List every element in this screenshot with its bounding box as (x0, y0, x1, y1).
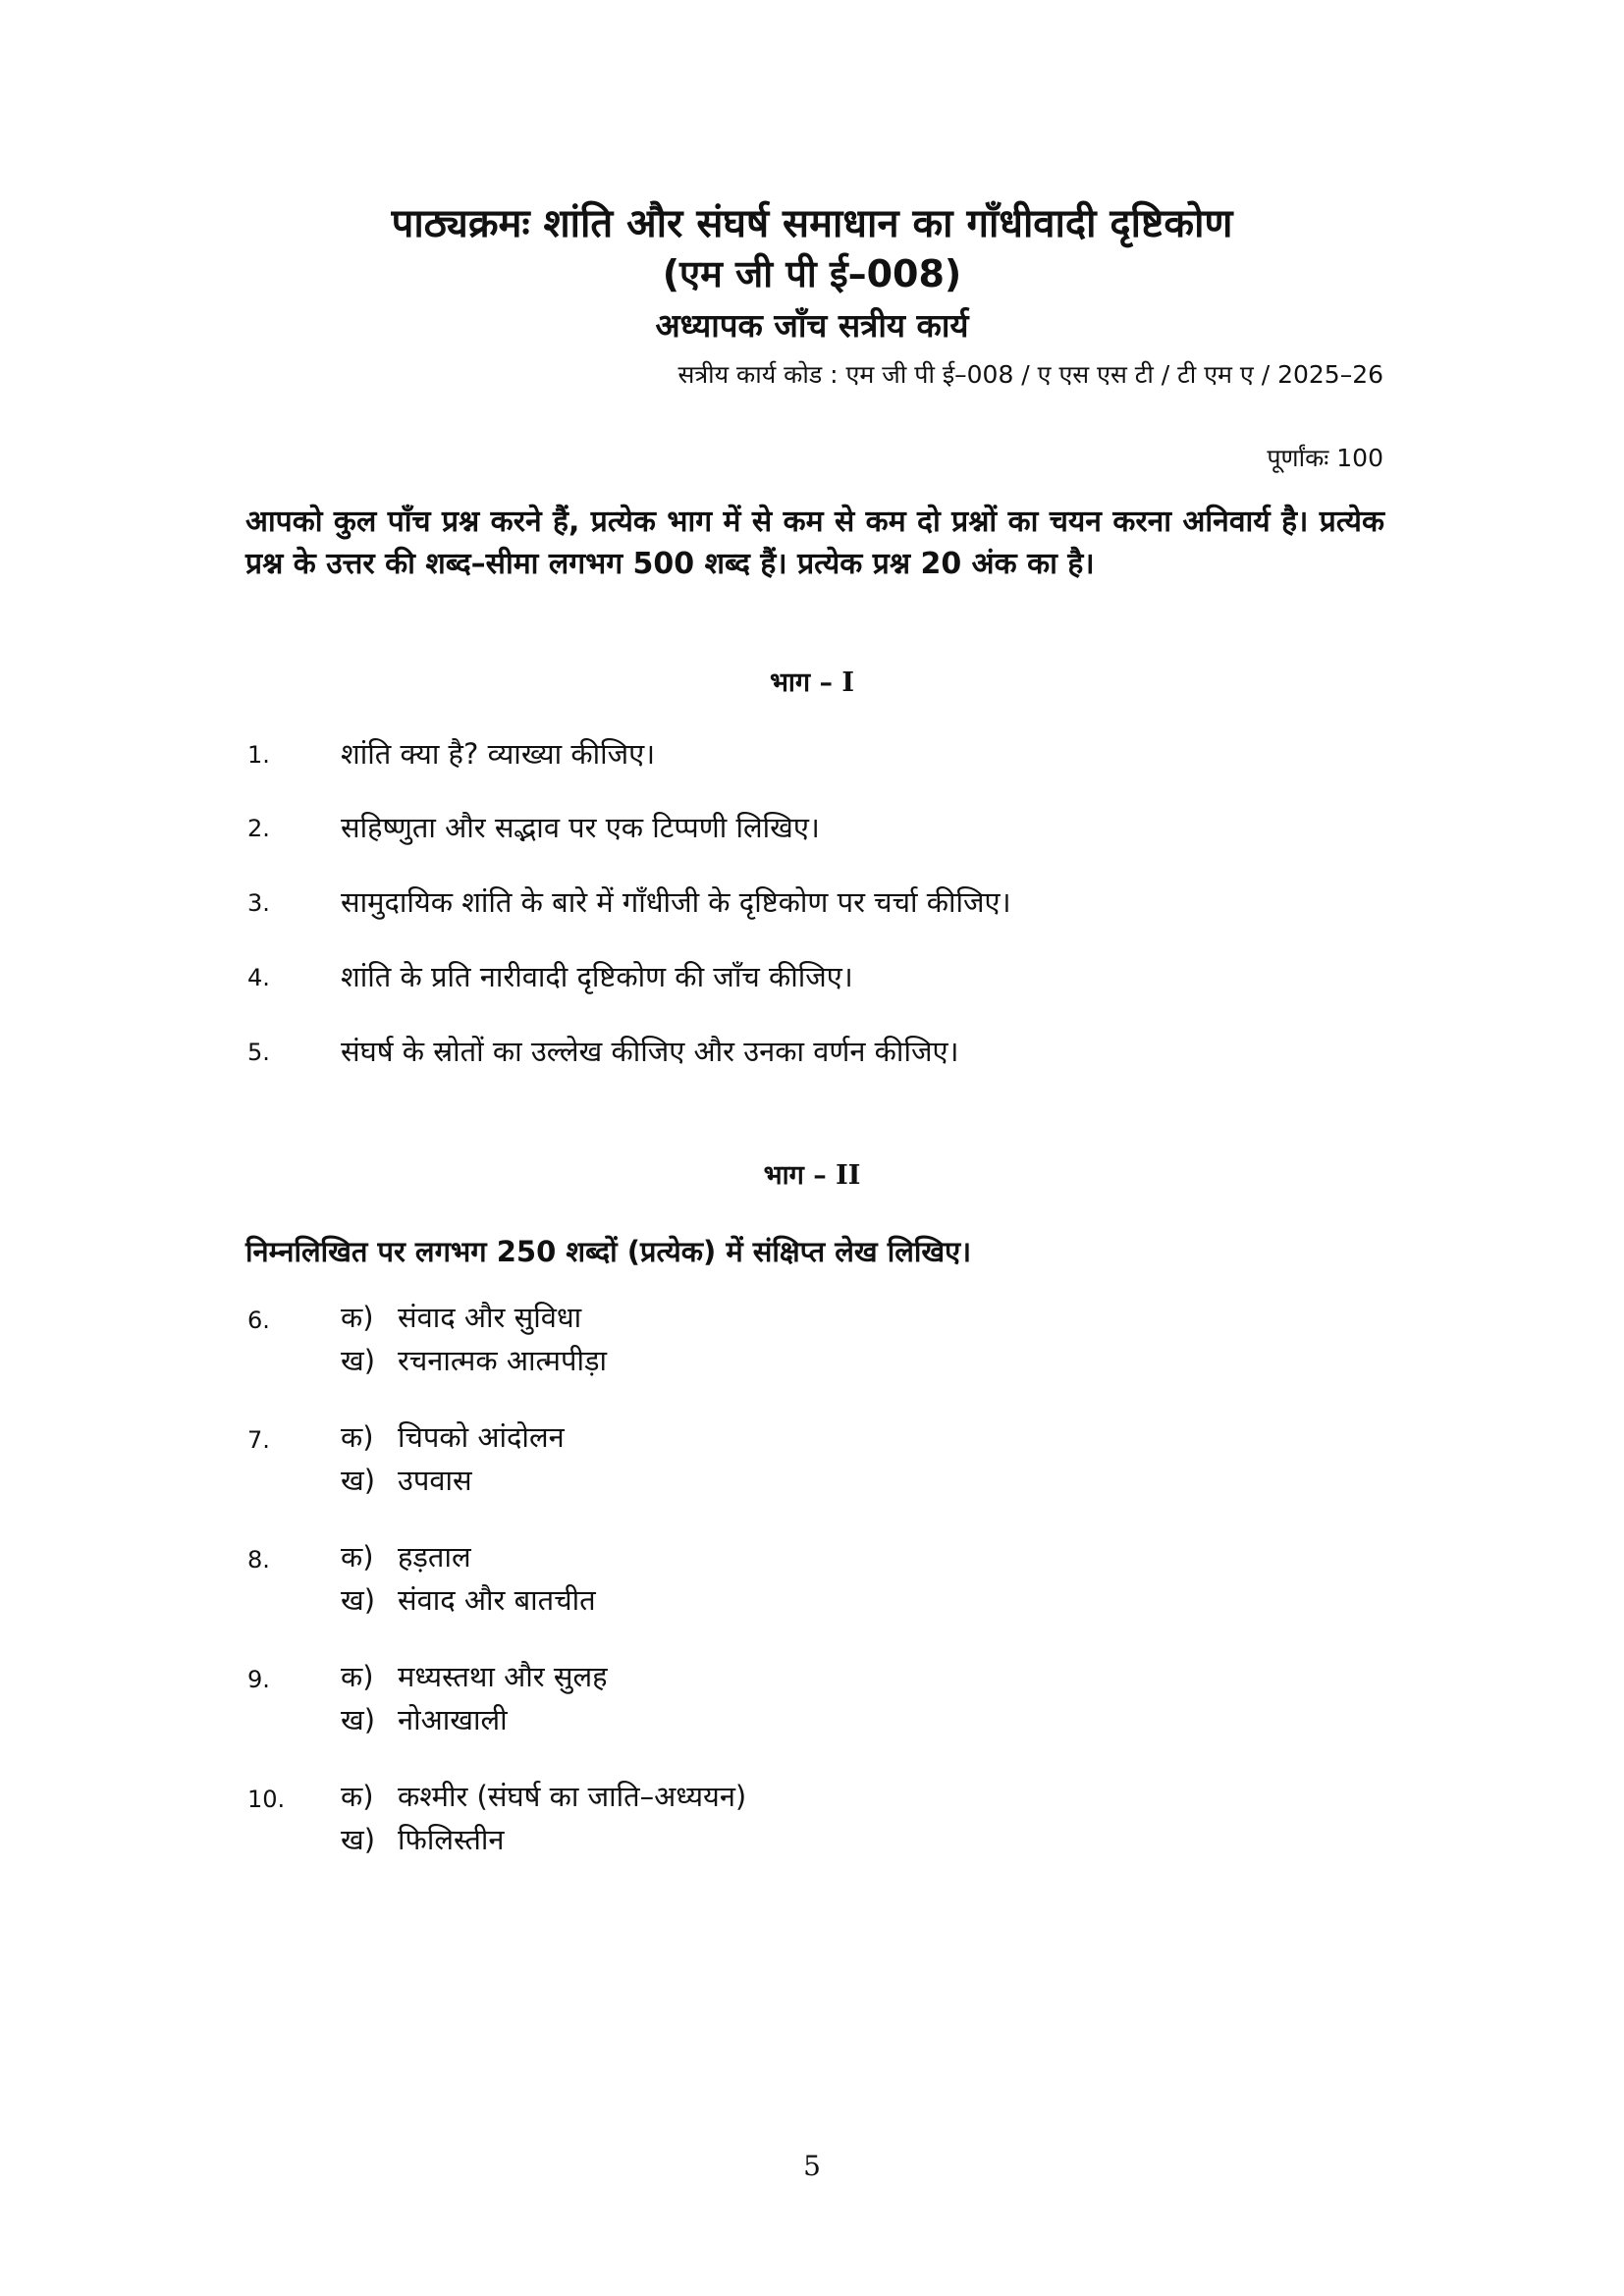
option-b (341, 1820, 504, 1863)
option-text: फिलिस्तीन (398, 1823, 505, 1856)
question-number: 3. (247, 889, 270, 917)
option-text: मध्यस्तथा और सुलह (398, 1660, 608, 1693)
question-9 (247, 1657, 1131, 1751)
option-marker: ख) (341, 1464, 376, 1497)
question-8 (247, 1537, 1131, 1631)
question-number: 8. (247, 1546, 270, 1574)
max-marks: पूर्णांकः 100 (1267, 444, 1383, 472)
section-2-instruction: निम्नलिखित पर लगभग 250 शब्दों (प्रत्येक) में संक्षिप्त लेख लिखिए। (245, 1235, 972, 1268)
question-text: सामुदायिक शांति के बारे में गाँधीजी के दृष्टिकोण पर चर्चा कीजिए। (341, 885, 1011, 919)
question-number: 9. (247, 1666, 270, 1693)
question-6 (247, 1298, 1131, 1392)
option-marker: ख) (341, 1703, 376, 1736)
option-text: उपवास (398, 1464, 472, 1497)
option-b (341, 1461, 472, 1504)
assignment-code: सत्रीय कार्य कोड : एम जी पी ई–008 / ए एस एस टी / टी एम ए / 2025–26 (677, 360, 1383, 389)
general-instructions: आपको कुल पाँच प्रश्न करने हैं, प्रत्येक भाग में से कम से कम दो प्रश्नों का चयन करना अनिवार्य है। प्रत्येक प्रश्न के उत्तर की शब्द–सीमा लगभग 500 शब्द हैं। प्रत्येक प्रश्न 20 अंक का है। (245, 505, 1384, 581)
option-a (341, 1298, 581, 1341)
question-number: 7. (247, 1426, 270, 1454)
question-text: शांति के प्रति नारीवादी दृष्टिकोण की जाँच कीजिए। (341, 960, 853, 993)
option-marker: ख) (341, 1823, 376, 1856)
assignment-subtitle: अध्यापक जाँच सत्रीय कार्य (655, 306, 969, 345)
option-text: संवाद और सुविधा (398, 1301, 582, 1334)
option-b (341, 1341, 607, 1384)
option-text: कश्मीर (संघर्ष का जाति–अध्ययन) (398, 1780, 747, 1813)
question-number: 2. (247, 815, 270, 842)
option-a (341, 1777, 746, 1820)
course-title: पाठ्यक्रमः शांति और संघर्ष समाधान का गाँधीवादी दृष्टिकोण (391, 201, 1233, 246)
option-marker: क) (341, 1660, 374, 1693)
option-text: नोआखाली (398, 1703, 508, 1736)
option-marker: क) (341, 1540, 374, 1574)
course-code: (एम जी पी ई–008) (662, 252, 962, 295)
question-10 (247, 1777, 1131, 1871)
option-b (341, 1580, 596, 1624)
option-a (341, 1657, 608, 1700)
question-text: संघर्ष के स्रोतों का उल्लेख कीजिए और उनका वर्णन कीजिए। (341, 1035, 959, 1068)
question-number: 1. (247, 741, 270, 769)
option-text: हड़ताल (398, 1540, 471, 1574)
option-text: चिपको आंदोलन (398, 1420, 565, 1454)
question-text: सहिष्णुता और सद्भाव पर एक टिप्पणी लिखिए। (341, 811, 820, 844)
option-text: संवाद और बातचीत (398, 1583, 596, 1617)
section-2-heading: भाग – II (763, 1160, 861, 1191)
question-7 (247, 1417, 1131, 1512)
option-marker: क) (341, 1420, 374, 1454)
option-marker: ख) (341, 1583, 376, 1617)
option-marker: क) (341, 1301, 374, 1334)
section-1-heading: भाग – I (769, 667, 855, 698)
option-marker: ख) (341, 1344, 376, 1377)
option-b (341, 1700, 508, 1743)
option-text: रचनात्मक आत्मपीड़ा (398, 1344, 608, 1377)
page-number: 5 (803, 2150, 821, 2182)
option-a (341, 1537, 471, 1580)
question-number: 5. (247, 1039, 270, 1066)
option-a (341, 1417, 565, 1461)
question-number: 4. (247, 964, 270, 991)
question-text: शांति क्या है? व्याख्या कीजिए। (341, 737, 656, 771)
option-marker: क) (341, 1780, 374, 1813)
question-number: 10. (247, 1786, 286, 1813)
question-number: 6. (247, 1307, 270, 1334)
